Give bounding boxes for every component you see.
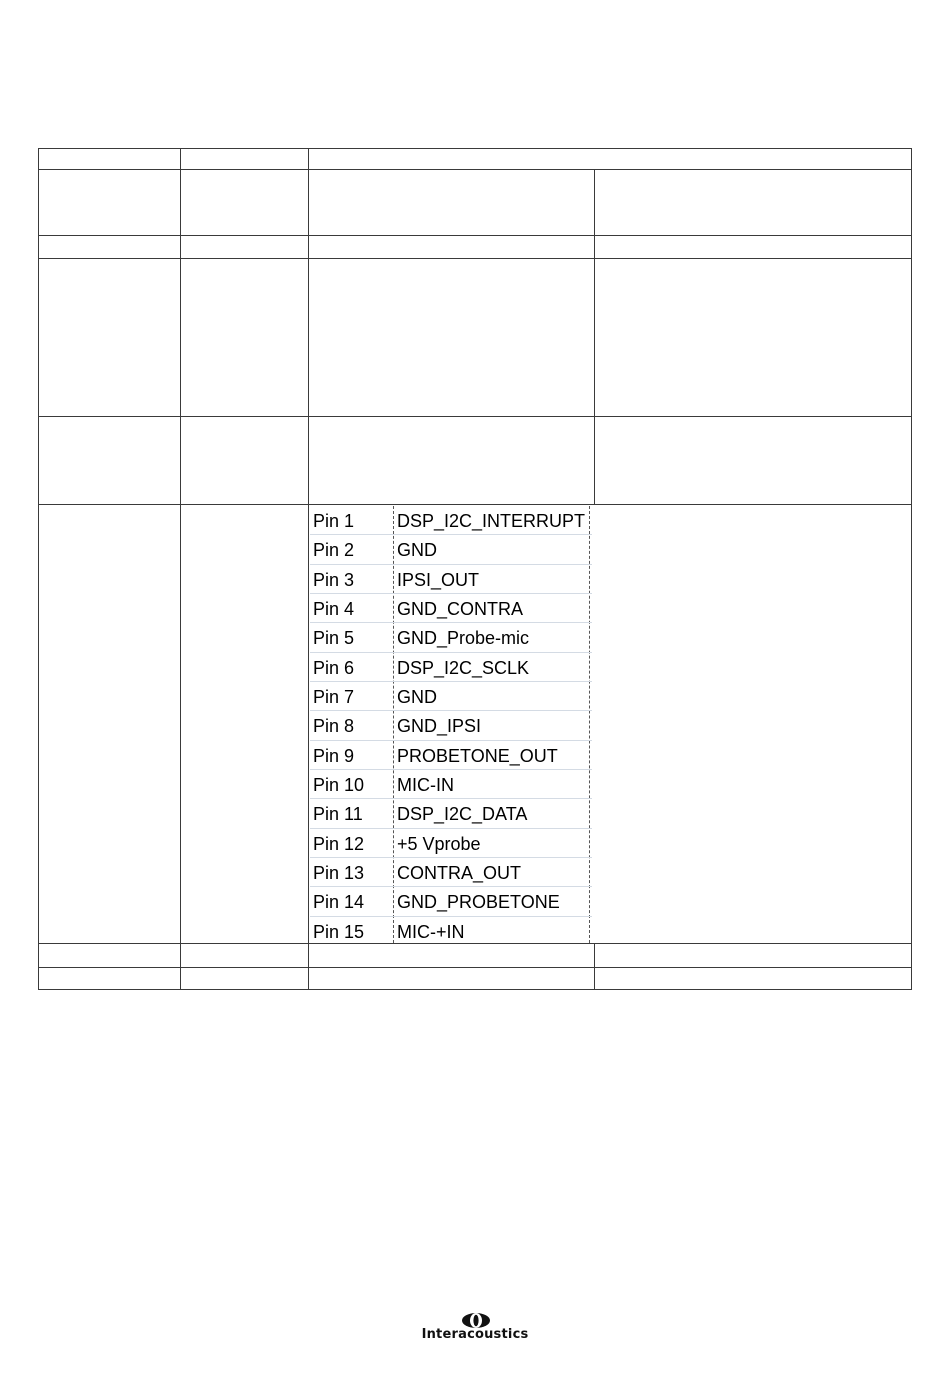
pin-number: Pin 13 xyxy=(313,862,365,883)
pin-number: Pin 1 xyxy=(313,511,355,531)
pin-number: Pin 3 xyxy=(313,569,355,590)
table-row xyxy=(310,711,592,740)
table-rule xyxy=(38,504,912,505)
pin-signal: GND_CONTRA xyxy=(397,598,524,619)
table-rule xyxy=(38,235,912,236)
pin-signal: GND_PROBETONE xyxy=(397,892,560,913)
table-row xyxy=(310,799,592,828)
pin-signal: DSP_I2C_INTERRUPT xyxy=(397,511,586,531)
table-rule xyxy=(308,148,309,989)
table-row xyxy=(310,653,592,682)
pin-number: Pin 8 xyxy=(313,716,355,737)
table-row xyxy=(310,506,592,535)
pin-signal: GND_Probe-mic xyxy=(397,628,530,649)
pin-signal: MIC-IN xyxy=(397,774,454,795)
pin-signal: GND xyxy=(397,540,437,561)
pin-signal: GND_IPSI xyxy=(397,716,482,737)
table-row xyxy=(310,535,592,564)
pin-number: Pin 14 xyxy=(313,892,365,913)
table-rule xyxy=(38,989,912,990)
pin-signal: PROBETONE_OUT xyxy=(397,745,558,766)
table-rule xyxy=(38,148,39,989)
pin-signal: DSP_I2C_SCLK xyxy=(397,657,530,678)
table-rule xyxy=(180,148,181,989)
pin-signal: CONTRA_OUT xyxy=(397,862,522,883)
table-row xyxy=(310,682,592,711)
table-rule xyxy=(911,148,912,989)
table-row xyxy=(310,887,592,916)
table-rule xyxy=(38,169,912,170)
pin-number: Pin 4 xyxy=(313,598,355,619)
table-row xyxy=(310,917,592,946)
interacoustics-logo xyxy=(405,1312,545,1346)
pin-number: Pin 15 xyxy=(313,921,365,942)
logo-wordmark: Interacoustics xyxy=(421,1327,529,1342)
pin-number: Pin 12 xyxy=(313,833,365,854)
pin-signal: DSP_I2C_DATA xyxy=(397,804,528,825)
table-row xyxy=(310,829,592,858)
pin-number: Pin 7 xyxy=(313,686,355,707)
table-rule xyxy=(38,416,912,417)
pin-number: Pin 5 xyxy=(313,628,355,649)
table-row xyxy=(310,858,592,887)
pin-assignment-grid xyxy=(310,506,592,946)
table-row xyxy=(310,565,592,594)
pin-signal: +5 Vprobe xyxy=(397,833,481,854)
table-rule xyxy=(38,258,912,259)
table-row xyxy=(310,770,592,799)
table-rule xyxy=(594,943,595,989)
table-row xyxy=(310,741,592,770)
table-rule xyxy=(38,148,912,149)
pin-signal: IPSI_OUT xyxy=(397,569,480,590)
pin-number: Pin 9 xyxy=(313,745,355,766)
table-row xyxy=(310,594,592,623)
table-rule xyxy=(594,169,595,504)
pin-signal: GND xyxy=(397,686,437,707)
pin-number: Pin 6 xyxy=(313,657,355,678)
table-rule xyxy=(38,967,912,968)
pin-number: Pin 2 xyxy=(313,540,355,561)
pin-number: Pin 11 xyxy=(313,804,363,825)
table-row xyxy=(310,623,592,652)
pin-signal: MIC-+IN xyxy=(397,921,465,942)
pin-number: Pin 10 xyxy=(313,774,365,795)
